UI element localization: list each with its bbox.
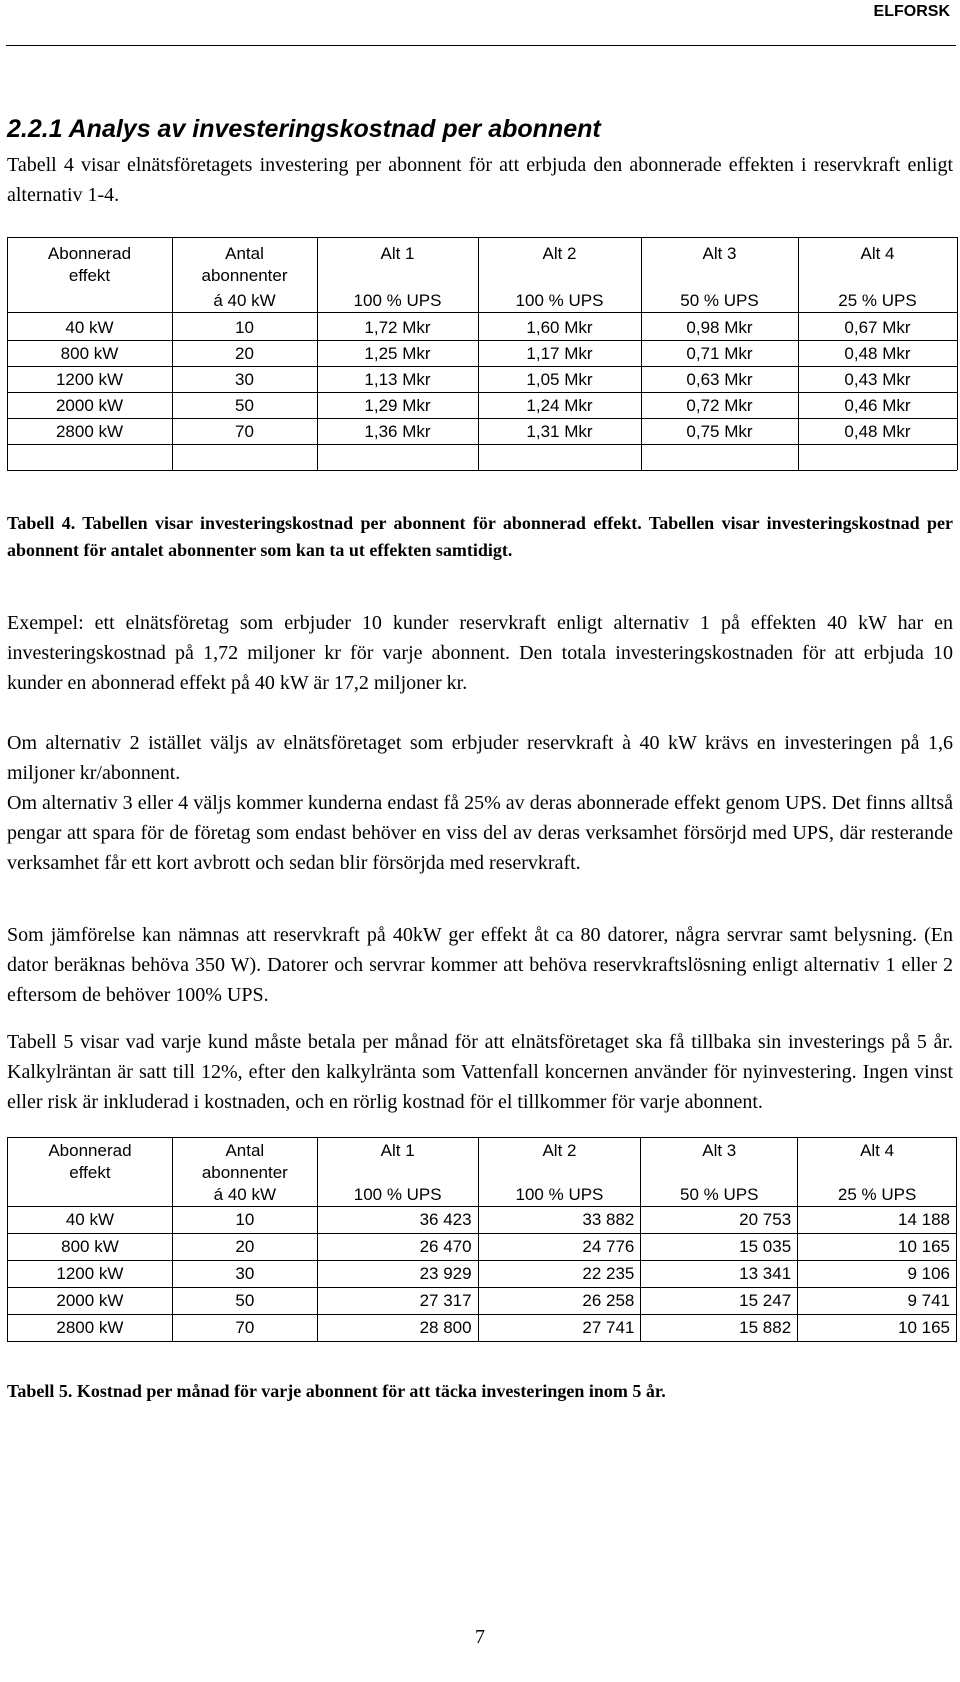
- t5-header-alt2-ups: 100 % UPS: [478, 1184, 641, 1207]
- t4-header-alt1: Alt 1: [380, 244, 415, 263]
- t5-cell: 10: [172, 1207, 317, 1234]
- page-number: 7: [475, 1626, 485, 1648]
- t4-cell: 50: [235, 396, 254, 415]
- t5-cell: 1200 kW: [8, 1261, 173, 1288]
- t4-header-antal: Antal: [225, 244, 264, 263]
- t5-cell: 15 882: [641, 1315, 798, 1342]
- t5-header-alt1: Alt 1: [317, 1138, 478, 1163]
- t5-cell: 36 423: [317, 1207, 478, 1234]
- t4-cell: 800 kW: [60, 344, 119, 363]
- t5-header-abonnerad: Abonnerad: [8, 1138, 173, 1163]
- t5-header-alt4-ups: 25 % UPS: [798, 1184, 957, 1207]
- table-row: [8, 1234, 957, 1261]
- table-5-intro-paragraph: Tabell 5 visar vad varje kund måste betala per månad för att elnätsföretaget ska få tillbaka sin investerings på 5 år. Kalkylräntan är satt till 12%, efter den kalkylränta som Vattenfall koncernen använder för nyinvestering. Ingen vinst eller risk är inkluderad i kostnaden, och en rörlig kostnad för el tillkommer för varje abonnent.: [7, 1031, 953, 1113]
- t4-cell: 40 kW: [65, 318, 114, 337]
- t4-cell: 1,60 Mkr: [526, 318, 593, 337]
- t5-cell: 9 741: [798, 1288, 957, 1315]
- t4-cell: 0,98 Mkr: [686, 318, 753, 337]
- t5-cell: 10 165: [798, 1315, 957, 1342]
- t4-cell: 1,25 Mkr: [364, 344, 431, 363]
- t5-header-per-40kw: á 40 kW: [172, 1184, 317, 1207]
- t5-cell: 800 kW: [8, 1234, 173, 1261]
- t4-cell: 1,24 Mkr: [526, 396, 593, 415]
- t5-cell: 70: [172, 1315, 317, 1342]
- table-5-caption: Tabell 5. Kostnad per månad för varje abonnent för att täcka investeringen inom 5 år.: [7, 1381, 666, 1401]
- t5-cell: 40 kW: [8, 1207, 173, 1234]
- t4-cell: 2000 kW: [55, 396, 124, 415]
- t4-cell: 0,43 Mkr: [844, 370, 911, 389]
- t4-cell: 1,17 Mkr: [526, 344, 593, 363]
- t5-header-alt3: Alt 3: [641, 1138, 798, 1163]
- t4-cell: 0,75 Mkr: [686, 422, 753, 441]
- t5-header-effekt: effekt: [8, 1162, 173, 1184]
- t4-cell: 0,46 Mkr: [844, 396, 911, 415]
- t5-cell: 23 929: [317, 1261, 478, 1288]
- t4-header-alt2-ups: 100 % UPS: [515, 291, 604, 310]
- t4-cell: 0,72 Mkr: [686, 396, 753, 415]
- t4-cell: 0,67 Mkr: [844, 318, 911, 337]
- t4-header-alt1-ups: 100 % UPS: [353, 291, 442, 310]
- t5-cell: 20: [172, 1234, 317, 1261]
- example-paragraph-2: Om alternativ 2 istället väljs av elnätsföretaget som erbjuder reservkraft à 40 kW krävs en investeringen på 1,6 miljoner kr/abonnent.: [7, 732, 953, 784]
- t4-cell: 1,36 Mkr: [364, 422, 431, 441]
- t5-cell: 2000 kW: [8, 1288, 173, 1315]
- t4-cell: 1200 kW: [55, 370, 124, 389]
- table-row: [8, 1207, 957, 1234]
- t5-cell: 22 235: [478, 1261, 641, 1288]
- table-row: [8, 1261, 957, 1288]
- t4-header-abonnenter: abonnenter: [201, 266, 288, 285]
- comparison-paragraph: Som jämförelse kan nämnas att reservkraft på 40kW ger effekt åt ca 80 datorer, några servrar samt belysning. (En dator beräknas behöva 350 W). Datorer och servrar kommer att behöva reservkraftslösning enligt alternativ 1 eller 2 eftersom de behöver 100% UPS.: [7, 924, 953, 1006]
- t5-cell: 13 341: [641, 1261, 798, 1288]
- table-5: [7, 1137, 957, 1342]
- t4-cell: 1,13 Mkr: [364, 370, 431, 389]
- t4-header-alt2: Alt 2: [542, 244, 577, 263]
- example-paragraph-3: Om alternativ 3 eller 4 väljs kommer kunderna endast få 25% av deras abonnerade effekt genom UPS. Det finns alltså pengar att spara för de företag som endast behöver en viss del av deras verksamhet försörjd med UPS, där resterande verksamhet får ett kort avbrott och sedan blir försörjda med reservkraft.: [7, 792, 953, 874]
- t4-cell: 0,63 Mkr: [686, 370, 753, 389]
- t4-cell: 20: [235, 344, 254, 363]
- t5-header-alt4: Alt 4: [798, 1138, 957, 1163]
- example-paragraph-1: Exempel: ett elnätsföretag som erbjuder 10 kunder reservkraft enligt alternativ 1 på effekten 40 kW har en investeringskostnad på 1,72 miljoner kr för varje abonnent. Den totala investeringskostnaden för att erbjuda 10 kunder en abonnerad effekt på 40 kW är 17,2 miljoner kr.: [7, 612, 953, 694]
- t5-cell: 9 106: [798, 1261, 957, 1288]
- t5-cell: 24 776: [478, 1234, 641, 1261]
- t4-header-alt3-ups: 50 % UPS: [680, 291, 759, 310]
- t4-header-alt4-ups: 25 % UPS: [838, 291, 917, 310]
- header-brand: ELFORSK: [873, 3, 950, 20]
- t4-cell: 0,71 Mkr: [686, 344, 753, 363]
- t4-cell: 1,29 Mkr: [364, 396, 431, 415]
- table-4-caption: Tabell 4. Tabellen visar investeringskostnad per abonnent för abonnerad effekt. Tabellen visar investeringskostnad per abonnent för antalet abonnenter som kan ta ut effekten samtidigt.: [7, 513, 953, 560]
- t4-cell: 1,72 Mkr: [364, 318, 431, 337]
- t4-header-abonnerad: Abonnerad: [47, 244, 132, 263]
- table-row: [8, 1288, 957, 1315]
- t5-header-alt3-ups: 50 % UPS: [641, 1184, 798, 1207]
- t5-header-alt2: Alt 2: [478, 1138, 641, 1163]
- t5-cell: 15 035: [641, 1234, 798, 1261]
- t4-header-per-40kw: á 40 kW: [213, 291, 276, 310]
- t5-header-alt1-ups: 100 % UPS: [317, 1184, 478, 1207]
- t5-cell: 15 247: [641, 1288, 798, 1315]
- section-heading: 2.2.1 Analys av investeringskostnad per abonnent: [7, 115, 601, 143]
- t4-header-alt3: Alt 3: [702, 244, 737, 263]
- t5-cell: 2800 kW: [8, 1315, 173, 1342]
- t5-cell: 27 741: [478, 1315, 641, 1342]
- t4-cell: 2800 kW: [55, 422, 124, 441]
- t4-cell: 10: [235, 318, 254, 337]
- t5-cell: 27 317: [317, 1288, 478, 1315]
- t4-cell: 0,48 Mkr: [844, 422, 911, 441]
- t4-cell: 1,05 Mkr: [526, 370, 593, 389]
- t5-cell: 28 800: [317, 1315, 478, 1342]
- t4-cell: 70: [235, 422, 254, 441]
- t5-cell: 26 470: [317, 1234, 478, 1261]
- t5-cell: 14 188: [798, 1207, 957, 1234]
- t5-cell: 26 258: [478, 1288, 641, 1315]
- t4-cell: 30: [235, 370, 254, 389]
- t5-cell: 50: [172, 1288, 317, 1315]
- table-row: [8, 1315, 957, 1342]
- header-rule: [6, 45, 956, 46]
- t4-cell: 0,48 Mkr: [844, 344, 911, 363]
- t5-cell: 33 882: [478, 1207, 641, 1234]
- t4-header-effekt: effekt: [68, 266, 111, 285]
- t5-cell: 20 753: [641, 1207, 798, 1234]
- t4-cell: 1,31 Mkr: [526, 422, 593, 441]
- t5-header-abonnenter: abonnenter: [172, 1162, 317, 1184]
- t5-cell: 10 165: [798, 1234, 957, 1261]
- t5-header-antal: Antal: [172, 1138, 317, 1163]
- t5-cell: 30: [172, 1261, 317, 1288]
- intro-paragraph: Tabell 4 visar elnätsföretagets investering per abonnent för att erbjuda den abonnerade effekten i reservkraft enligt alternativ 1-4.: [7, 154, 953, 206]
- t4-header-alt4: Alt 4: [860, 244, 895, 263]
